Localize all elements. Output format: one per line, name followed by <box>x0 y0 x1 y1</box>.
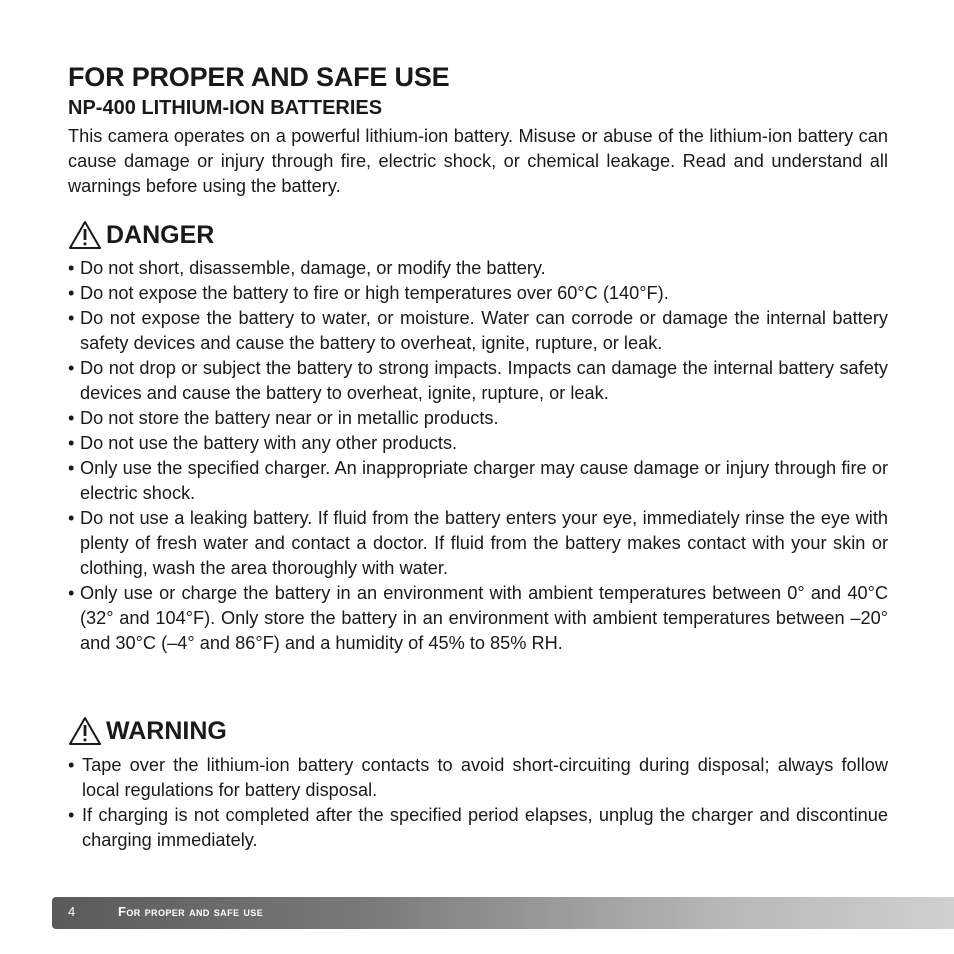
list-item <box>68 431 888 456</box>
list-item-text: Only use or charge the battery in an environment with ambient temperatures between 0° and 40°C (32° and 104°F). Only store the battery in an environment with ambient temperatures between –20° and 30°C (–4° and 86°F) and a humidity of 45% to 85% RH. <box>80 583 888 653</box>
list-item-text: Do not expose the battery to fire or high temperatures over 60°C (140°F). <box>80 283 669 303</box>
bullet-mark: • <box>68 458 75 478</box>
list-item-text: Do not expose the battery to water, or moisture. Water can corrode or damage the internal battery safety devices and cause the battery to overheat, ignite, rupture, or leak. <box>80 308 888 353</box>
bullet-mark: • <box>68 805 75 825</box>
bullet-mark: • <box>68 283 75 303</box>
list-item <box>68 456 888 506</box>
page-subtitle: NP-400 LITHIUM-ION BATTERIES <box>68 97 383 119</box>
list-item <box>68 753 888 803</box>
danger-list <box>68 256 888 656</box>
list-item-text: Do not use a leaking battery. If fluid from the battery enters your eye, immediately rinse the eye with plenty of fresh water and contact a doctor. If fluid from the battery makes contact with your skin or clothing, wash the area thoroughly with water. <box>80 508 888 578</box>
list-item-text: If charging is not completed after the specified period elapses, unplug the charger and discontinue charging immediately. <box>82 805 888 850</box>
list-item <box>68 306 888 356</box>
bullet-mark: • <box>68 755 75 775</box>
warning-triangle-icon <box>68 220 102 250</box>
list-item <box>68 803 888 853</box>
danger-heading-label: DANGER <box>106 221 215 249</box>
footer-section-title: For proper and safe use <box>118 904 264 919</box>
list-item <box>68 581 888 656</box>
warning-heading-label: WARNING <box>106 717 227 745</box>
list-item-text: Do not short, disassemble, damage, or modify the battery. <box>80 258 546 278</box>
list-item-text: Do not use the battery with any other products. <box>80 433 458 453</box>
list-item <box>68 506 888 581</box>
list-item <box>68 256 888 281</box>
bullet-mark: • <box>68 358 75 378</box>
bullet-mark: • <box>68 433 75 453</box>
danger-heading <box>68 220 214 250</box>
warning-heading <box>68 716 227 746</box>
bullet-mark: • <box>68 508 75 528</box>
bullet-mark: • <box>68 408 75 428</box>
bullet-mark: • <box>68 583 75 603</box>
list-item <box>68 281 888 306</box>
list-item-text: Do not store the battery near or in metallic products. <box>80 408 499 428</box>
list-item-text: Only use the specified charger. An inappropriate charger may cause damage or injury through fire or electric shock. <box>80 458 888 503</box>
page-title: FOR PROPER AND SAFE USE <box>68 62 450 92</box>
list-item-text: Tape over the lithium-ion battery contacts to avoid short-circuiting during disposal; always follow local regulations for battery disposal. <box>82 755 888 800</box>
bullet-mark: • <box>68 258 75 278</box>
warning-list <box>68 753 888 853</box>
intro-paragraph: This camera operates on a powerful lithium-ion battery. Misuse or abuse of the lithium-ion battery can cause damage or injury through fire, electric shock, or chemical leakage. Read and understand all warnings before using the battery. <box>68 126 888 196</box>
bullet-mark: • <box>68 308 75 328</box>
warning-triangle-icon <box>68 716 102 746</box>
list-item <box>68 356 888 406</box>
page-number: 4 <box>68 904 76 919</box>
list-item <box>68 406 888 431</box>
list-item-text: Do not drop or subject the battery to strong impacts. Impacts can damage the internal battery safety devices and cause the battery to overheat, ignite, rupture, or leak. <box>80 358 888 403</box>
